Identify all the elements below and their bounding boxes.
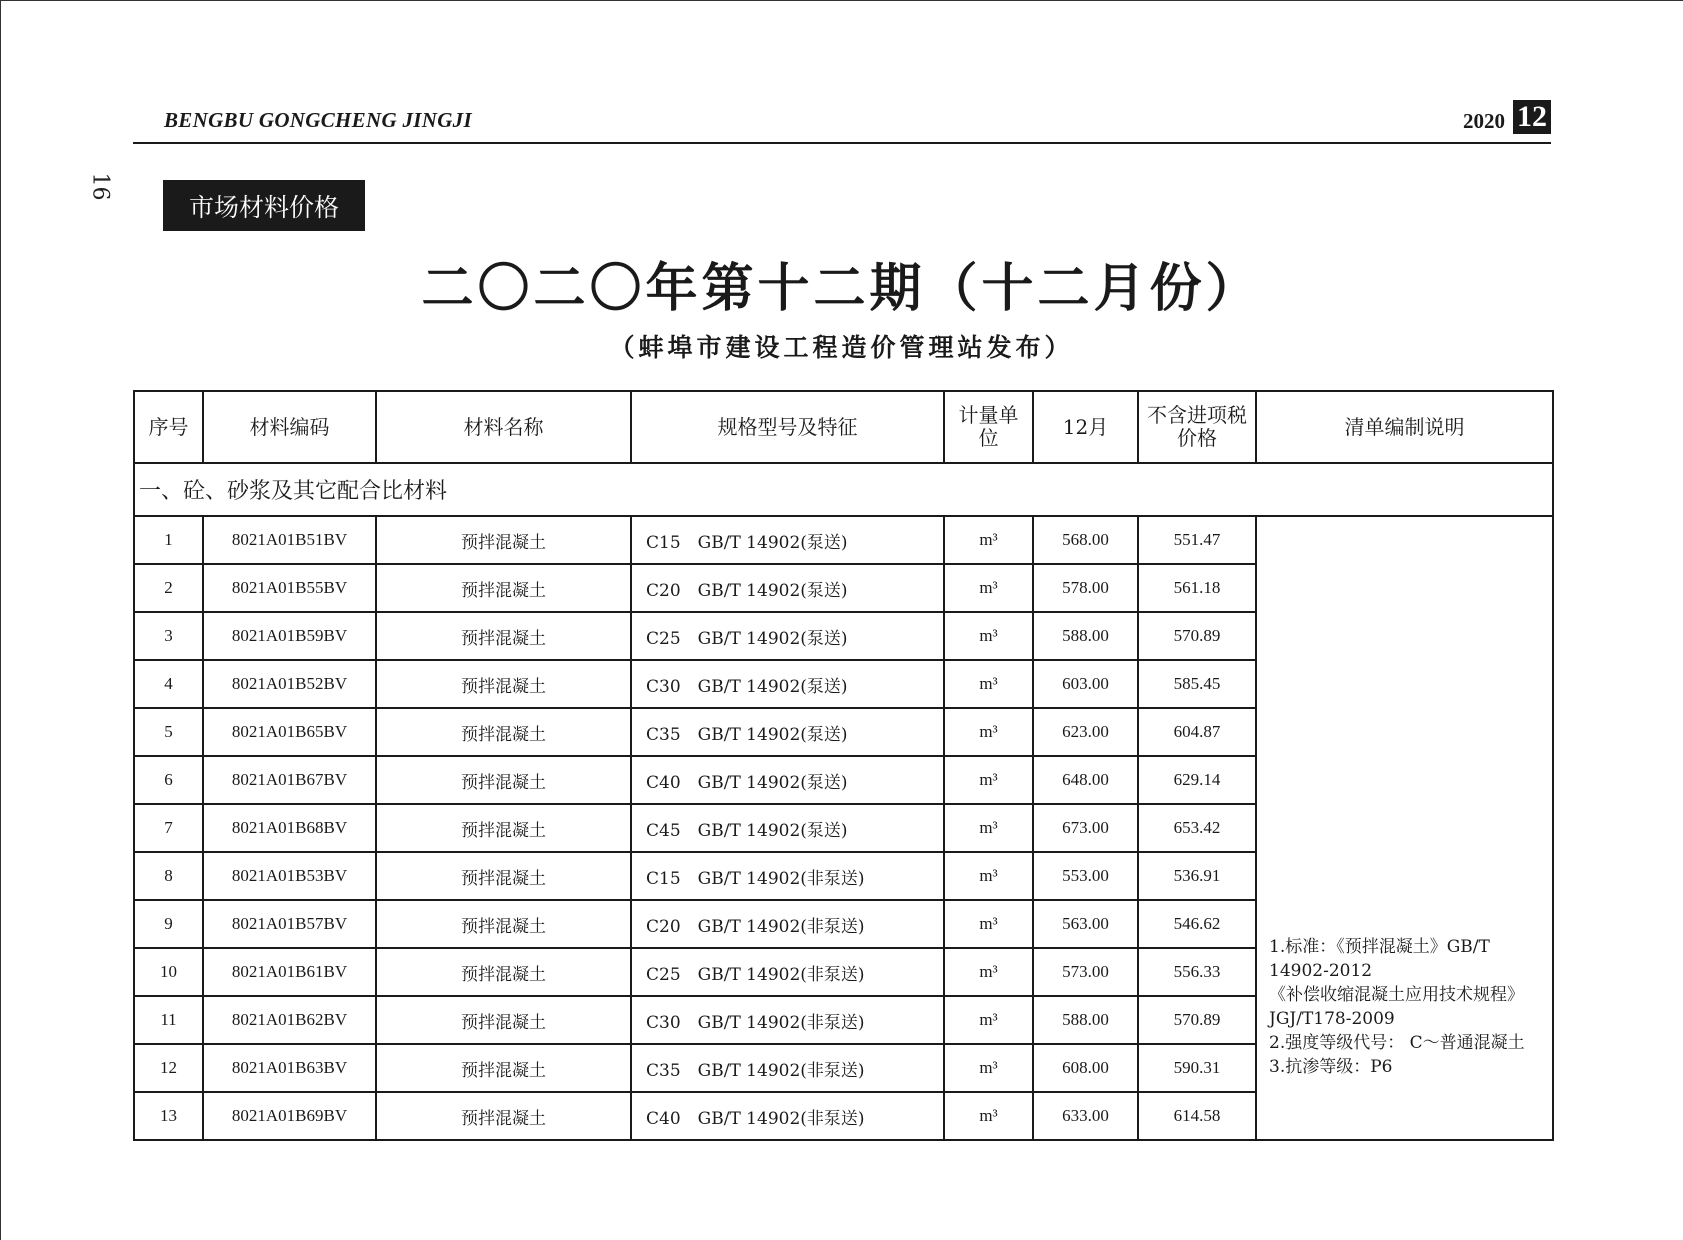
row-name: 预拌混凝土	[376, 516, 631, 564]
notes-line: 3.抗渗等级：P6	[1269, 1057, 1393, 1077]
row-spec: C15 GB/T 14902(非泵送)	[631, 852, 944, 900]
header-rule	[133, 142, 1551, 144]
row-unit: m³	[944, 660, 1033, 708]
row-net-price: 551.47	[1138, 516, 1256, 564]
row-spec: C30 GB/T 14902(泵送)	[631, 660, 944, 708]
row-price: 648.00	[1033, 756, 1138, 804]
row-unit: m³	[944, 1044, 1033, 1092]
category-row	[134, 463, 1553, 516]
row-seq: 12	[134, 1044, 203, 1092]
category-label: 一、砼、砂浆及其它配合比材料	[134, 463, 1553, 516]
row-price: 563.00	[1033, 900, 1138, 948]
row-seq: 6	[134, 756, 203, 804]
journal-name: BENGBU GONGCHENG JINGJI	[164, 108, 472, 132]
header-notes: 清单编制说明	[1256, 391, 1553, 463]
row-spec: C35 GB/T 14902(非泵送)	[631, 1044, 944, 1092]
row-code: 8021A01B52BV	[203, 660, 376, 708]
row-net-price: 629.14	[1138, 756, 1256, 804]
section-tag: 市场材料价格	[163, 180, 365, 231]
page-title: 二〇二〇年第十二期（十二月份）	[421, 258, 1262, 319]
row-seq: 1	[134, 516, 203, 564]
row-price: 553.00	[1033, 852, 1138, 900]
row-net-price: 590.31	[1138, 1044, 1256, 1092]
row-name: 预拌混凝土	[376, 708, 631, 756]
header-unit	[944, 391, 1033, 463]
row-net-price: 556.33	[1138, 948, 1256, 996]
row-spec: C15 GB/T 14902(泵送)	[631, 516, 944, 564]
row-price: 588.00	[1033, 612, 1138, 660]
row-name: 预拌混凝土	[376, 804, 631, 852]
row-price: 573.00	[1033, 948, 1138, 996]
row-price: 588.00	[1033, 996, 1138, 1044]
row-code: 8021A01B63BV	[203, 1044, 376, 1092]
row-spec: C20 GB/T 14902(泵送)	[631, 564, 944, 612]
header-spec: 规格型号及特征	[631, 391, 944, 463]
row-name: 预拌混凝土	[376, 948, 631, 996]
row-price: 608.00	[1033, 1044, 1138, 1092]
row-seq: 3	[134, 612, 203, 660]
row-spec: C40 GB/T 14902(非泵送)	[631, 1092, 944, 1140]
row-spec: C30 GB/T 14902(非泵送)	[631, 996, 944, 1044]
header-name: 材料名称	[376, 391, 631, 463]
table-row	[134, 516, 1553, 564]
row-code: 8021A01B55BV	[203, 564, 376, 612]
header-seq: 序号	[134, 391, 203, 463]
row-seq: 7	[134, 804, 203, 852]
header-net-line1: 不含进项税	[1147, 403, 1247, 427]
notes-line: 1.标准：《预拌混凝土》GB/T 14902-2012	[1269, 937, 1490, 981]
row-spec: C45 GB/T 14902(泵送)	[631, 804, 944, 852]
row-name: 预拌混凝土	[376, 900, 631, 948]
row-net-price: 546.62	[1138, 900, 1256, 948]
row-unit: m³	[944, 564, 1033, 612]
header-code: 材料编码	[203, 391, 376, 463]
page-number: 16	[87, 172, 113, 201]
row-price: 568.00	[1033, 516, 1138, 564]
row-unit: m³	[944, 708, 1033, 756]
row-code: 8021A01B59BV	[203, 612, 376, 660]
row-name: 预拌混凝土	[376, 756, 631, 804]
row-spec: C35 GB/T 14902(泵送)	[631, 708, 944, 756]
row-unit: m³	[944, 516, 1033, 564]
header-net-line2: 价格	[1177, 426, 1217, 450]
row-unit: m³	[944, 900, 1033, 948]
row-price: 633.00	[1033, 1092, 1138, 1140]
row-code: 8021A01B68BV	[203, 804, 376, 852]
issue-number-badge: 12	[1513, 100, 1551, 134]
notes-line: 2.强度等级代号： C～普通混凝土	[1269, 1033, 1525, 1053]
row-unit: m³	[944, 996, 1033, 1044]
row-name: 预拌混凝土	[376, 660, 631, 708]
row-name: 预拌混凝土	[376, 612, 631, 660]
row-spec: C25 GB/T 14902(非泵送)	[631, 948, 944, 996]
row-seq: 8	[134, 852, 203, 900]
header-net-price	[1138, 391, 1256, 463]
row-name: 预拌混凝土	[376, 852, 631, 900]
header-unit-line1: 计量单	[958, 403, 1019, 427]
row-spec: C20 GB/T 14902(非泵送)	[631, 900, 944, 948]
row-spec: C40 GB/T 14902(泵送)	[631, 756, 944, 804]
notes-cell	[1256, 516, 1553, 1140]
row-unit: m³	[944, 804, 1033, 852]
row-seq: 10	[134, 948, 203, 996]
row-seq: 9	[134, 900, 203, 948]
row-price: 673.00	[1033, 804, 1138, 852]
row-code: 8021A01B57BV	[203, 900, 376, 948]
row-unit: m³	[944, 612, 1033, 660]
row-code: 8021A01B61BV	[203, 948, 376, 996]
issue-year: 2020	[1463, 109, 1505, 133]
row-spec: C25 GB/T 14902(泵送)	[631, 612, 944, 660]
notes-line: 《补偿收缩混凝土应用技术规程》JGJ/T178-2009	[1269, 985, 1524, 1029]
row-code: 8021A01B53BV	[203, 852, 376, 900]
row-net-price: 604.87	[1138, 708, 1256, 756]
row-unit: m³	[944, 852, 1033, 900]
row-unit: m³	[944, 756, 1033, 804]
row-code: 8021A01B65BV	[203, 708, 376, 756]
header-month: 12月	[1033, 391, 1138, 463]
row-price: 578.00	[1033, 564, 1138, 612]
page-subtitle: （蚌埠市建设工程造价管理站发布）	[609, 333, 1074, 362]
row-unit: m³	[944, 948, 1033, 996]
row-price: 623.00	[1033, 708, 1138, 756]
row-seq: 2	[134, 564, 203, 612]
row-code: 8021A01B69BV	[203, 1092, 376, 1140]
row-unit: m³	[944, 1092, 1033, 1140]
row-net-price: 536.91	[1138, 852, 1256, 900]
row-name: 预拌混凝土	[376, 564, 631, 612]
row-net-price: 561.18	[1138, 564, 1256, 612]
row-seq: 11	[134, 996, 203, 1044]
row-net-price: 570.89	[1138, 996, 1256, 1044]
row-net-price: 653.42	[1138, 804, 1256, 852]
row-net-price: 585.45	[1138, 660, 1256, 708]
row-name: 预拌混凝土	[376, 1044, 631, 1092]
row-name: 预拌混凝土	[376, 1092, 631, 1140]
row-seq: 13	[134, 1092, 203, 1140]
row-code: 8021A01B51BV	[203, 516, 376, 564]
row-seq: 5	[134, 708, 203, 756]
table-header-row	[134, 391, 1553, 463]
row-price: 603.00	[1033, 660, 1138, 708]
header-unit-line2: 位	[978, 426, 999, 450]
price-table	[133, 390, 1554, 1141]
row-net-price: 614.58	[1138, 1092, 1256, 1140]
row-name: 预拌混凝土	[376, 996, 631, 1044]
row-code: 8021A01B62BV	[203, 996, 376, 1044]
row-seq: 4	[134, 660, 203, 708]
row-code: 8021A01B67BV	[203, 756, 376, 804]
issue-info	[1463, 100, 1551, 134]
row-net-price: 570.89	[1138, 612, 1256, 660]
